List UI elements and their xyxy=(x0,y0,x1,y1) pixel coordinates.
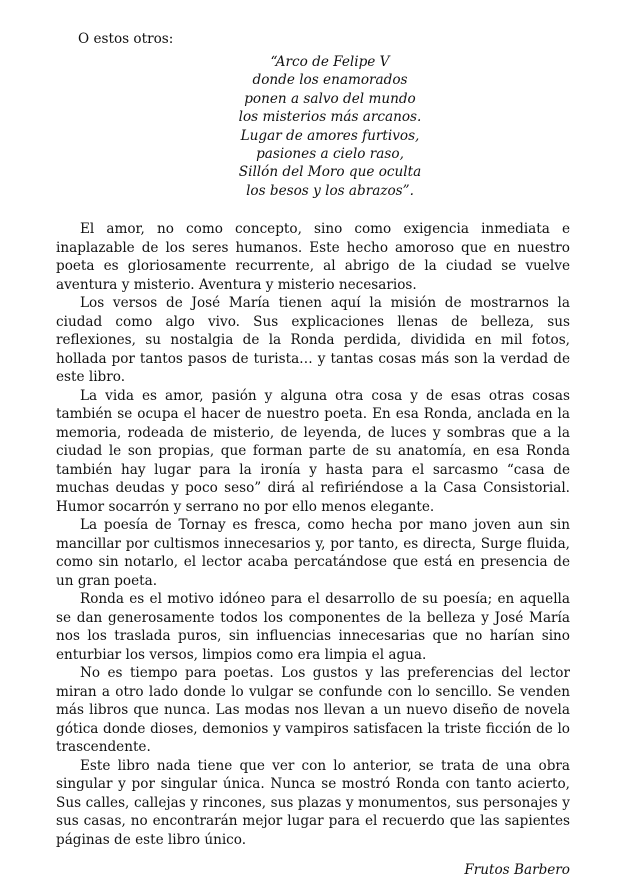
paragraph: La vida es amor, pasión y alguna otra cosa y de esas otras cosas también se ocupa el hacer de nuestro poeta. En esa Ronda, anclada en la memoria, rodeada de misterio, de leyenda, de luces y sombras que a la ciudad le son propias, que forman parte de su anatomía, en esa Ronda también hay lugar para la ironía y hasta para el sarcasmo “casa de muchas deudas y poco seso” dirá al refiriéndose a la Casa Consistorial. Humor socarrón y serrano no por ello menos elegante. xyxy=(56,387,570,515)
poem-line: Sillón del Moro que oculta xyxy=(238,164,422,181)
intro-line: O estos otros: xyxy=(78,31,174,47)
poem-line: los misterios más arcanos. xyxy=(238,109,422,126)
poem-line: donde los enamorados xyxy=(252,72,408,89)
poem-block xyxy=(90,53,570,200)
document-page xyxy=(56,30,570,879)
paragraph: Los versos de José María tienen aquí la misión de mostrarnos la ciudad como algo vivo. Sus explicaciones llenas de belleza, sus reflexiones, su nostalgia de la Ronda perdida, dividida en mil fotos, hollada por tantos pasos de turista… y tantas cosas más son la verdad de este libro. xyxy=(56,295,570,386)
body-text xyxy=(56,220,570,849)
author-signature: Frutos Barbero xyxy=(464,862,570,879)
poem-line: “Arco de Felipe V xyxy=(270,54,390,70)
poem-line: ponen a salvo del mundo xyxy=(244,90,416,107)
paragraph: No es tiempo para poetas. Los gustos y las preferencias del lector miran a otro lado donde lo vulgar se confunde con lo sencillo. Se venden más libros que nunca. Las modas nos llevan a un nuevo diseño de novela gótica donde dioses, demonios y vampiros satisfacen la triste ficción de lo trascendente. xyxy=(56,665,570,756)
paragraph: La poesía de Tornay es fresca, como hecha por mano joven aun sin mancillar por cultismos innecesarios y, por tanto, es directa, Surge fluida, como sin notarlo, el lector acaba percatándose que está en presencia de un gran poeta. xyxy=(56,517,570,589)
poem-line: pasiones a cielo raso, xyxy=(256,146,404,163)
paragraph: Este libro nada tiene que ver con lo anterior, se trata de una obra singular y por singular única. Nunca se mostró Ronda con tanto acierto, Sus calles, callejas y rincones, sus plazas y monumentos, sus personajes y sus casas, no encontrarán mejor lugar para el recuerdo que las sapientes páginas de este libro único. xyxy=(56,757,570,848)
poem-line: los besos y los abrazos”. xyxy=(246,182,414,199)
paragraph: El amor, no como concepto, sino como exigencia inmediata e inaplazable de los seres humanos. Este hecho amoroso que en nuestro poeta es gloriosamente recurrente, al abrigo de la ciudad se vuelve aventura y misterio. Aventura y misterio necesarios. xyxy=(56,221,570,293)
poem-line: Lugar de amores furtivos, xyxy=(240,127,420,144)
paragraph: Ronda es el motivo idóneo para el desarrollo de su poesía; en aquella se dan generosamente todos los componentes de la belleza y José María nos los traslada puros, sin influencias innecesarias que no harían sino enturbiar los versos, limpios como era limpia el agua. xyxy=(56,591,570,663)
